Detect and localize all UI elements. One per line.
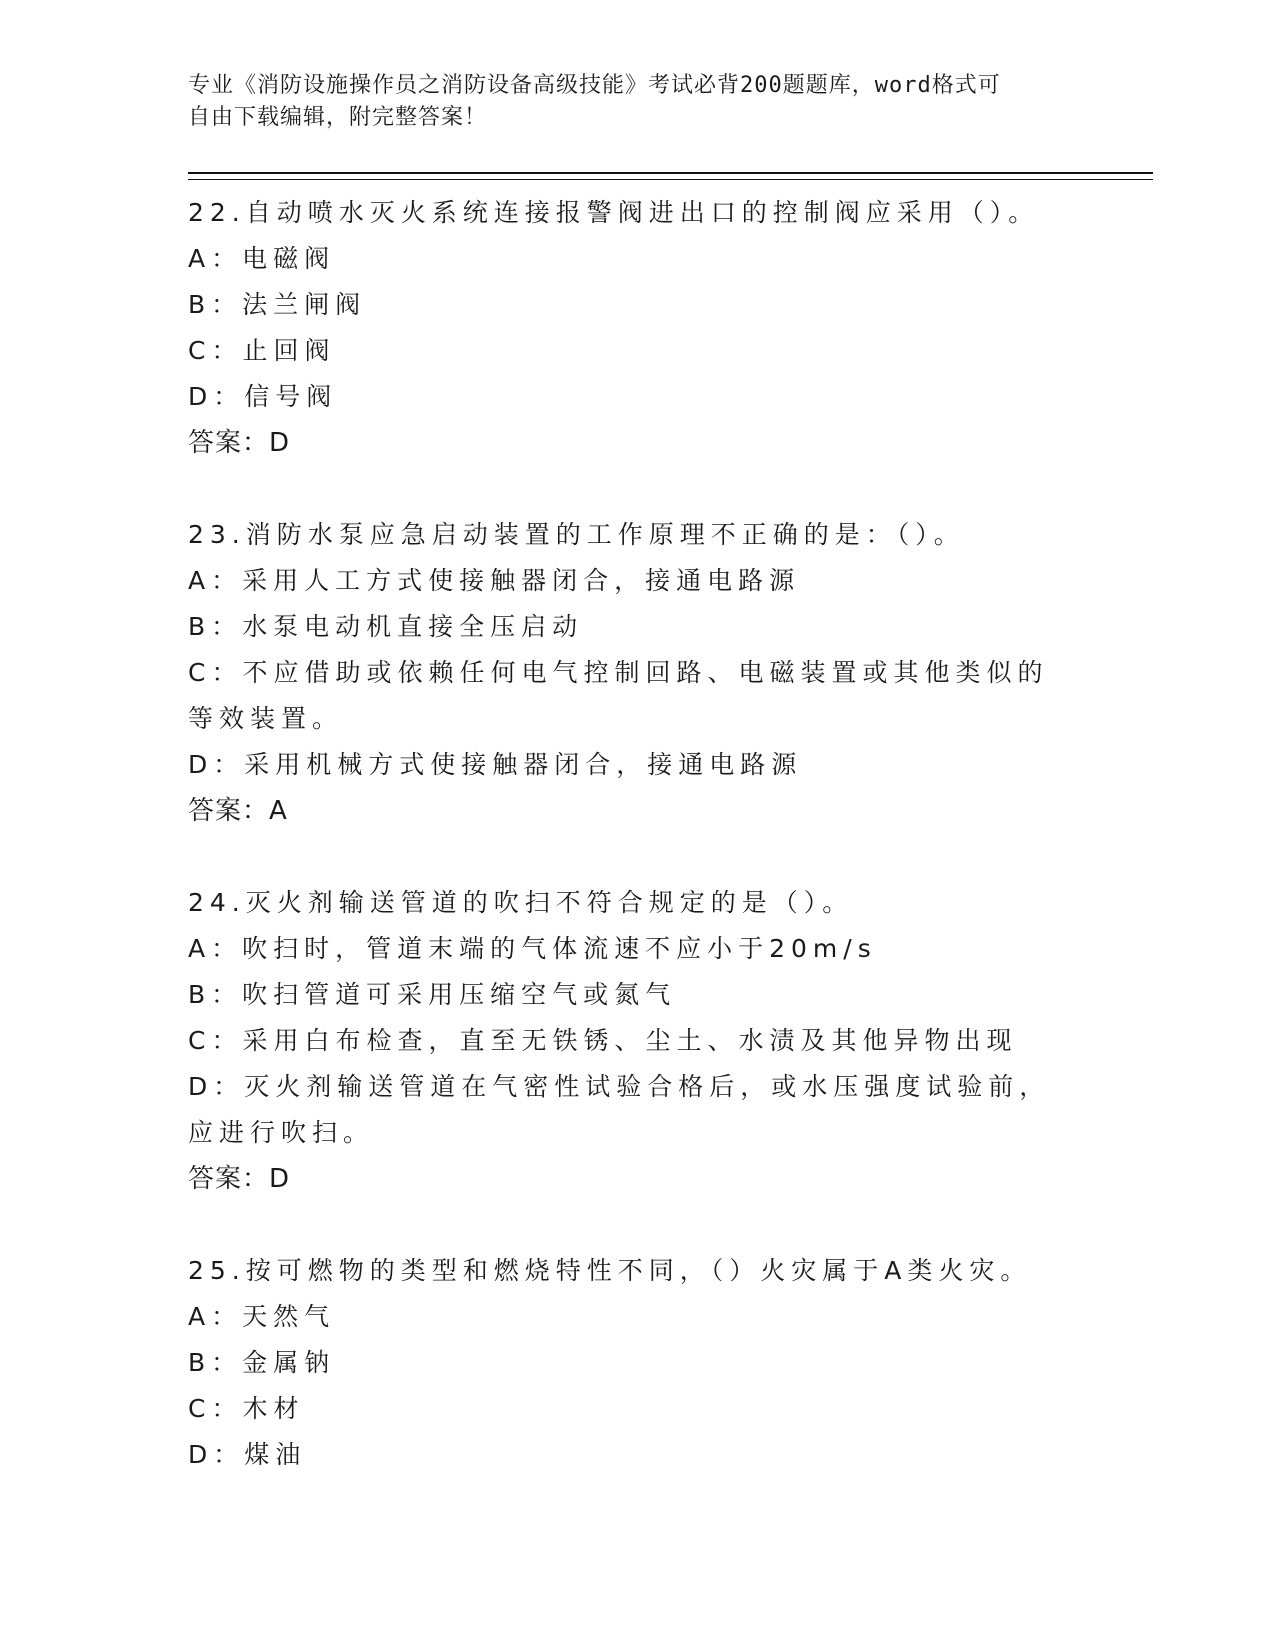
question-25 xyxy=(188,1248,1078,1478)
header-divider xyxy=(188,172,1153,180)
option-a: A：吹扫时，管道末端的气体流速不应小于20m/s xyxy=(188,934,877,963)
option-c: C：不应借助或依赖任何电气控制回路、电磁装置或其他类似的等效装置。 xyxy=(188,658,1049,733)
option-c: C：采用白布检查，直至无铁锈、尘土、水渍及其他异物出现 xyxy=(188,1026,1018,1055)
option-c: C：木材 xyxy=(188,1394,305,1423)
answer: 答案：D xyxy=(188,428,291,458)
question-title: 22.自动喷水灭火系统连接报警阀进出口的控制阀应采用（）。 xyxy=(188,198,1040,227)
question-list xyxy=(188,190,1153,1478)
option-d: D：煤油 xyxy=(188,1440,307,1469)
question-title: 23.消防水泵应急启动装置的工作原理不正确的是：（）。 xyxy=(188,520,965,549)
option-a: A：采用人工方式使接触器闭合，接通电路源 xyxy=(188,566,801,595)
spacer xyxy=(188,1202,1153,1248)
spacer xyxy=(188,834,1153,880)
option-b: B：金属钠 xyxy=(188,1348,336,1377)
option-d: D：灭火剂输送管道在气密性试验合格后，或水压强度试验前，应进行吹扫。 xyxy=(188,1072,1051,1147)
option-b: B：吹扫管道可采用压缩空气或氮气 xyxy=(188,980,677,1009)
question-title: 24.灭火剂输送管道的吹扫不符合规定的是（）。 xyxy=(188,888,854,917)
document-page xyxy=(188,70,1153,1478)
header-line-2: 自由下载编辑，附完整答案！ xyxy=(188,105,488,130)
question-22 xyxy=(188,190,1078,466)
question-24 xyxy=(188,880,1078,1202)
question-23 xyxy=(188,512,1078,834)
document-header xyxy=(188,70,1068,134)
option-a: A：天然气 xyxy=(188,1302,336,1331)
header-line-1: 专业《消防设施操作员之消防设备高级技能》考试必背200题题库，word格式可 xyxy=(188,73,1001,98)
option-a: A：电磁阀 xyxy=(188,244,336,273)
option-b: B：水泵电动机直接全压启动 xyxy=(188,612,584,641)
question-title: 25.按可燃物的类型和燃烧特性不同，（）火灾属于A类火灾。 xyxy=(188,1256,1032,1285)
answer: 答案：D xyxy=(188,1164,291,1194)
option-c: C：止回阀 xyxy=(188,336,336,365)
option-b: B：法兰闸阀 xyxy=(188,290,367,319)
option-d: D：信号阀 xyxy=(188,382,338,411)
option-d: D：采用机械方式使接触器闭合，接通电路源 xyxy=(188,750,803,779)
spacer xyxy=(188,466,1153,512)
answer: 答案：A xyxy=(188,796,288,826)
